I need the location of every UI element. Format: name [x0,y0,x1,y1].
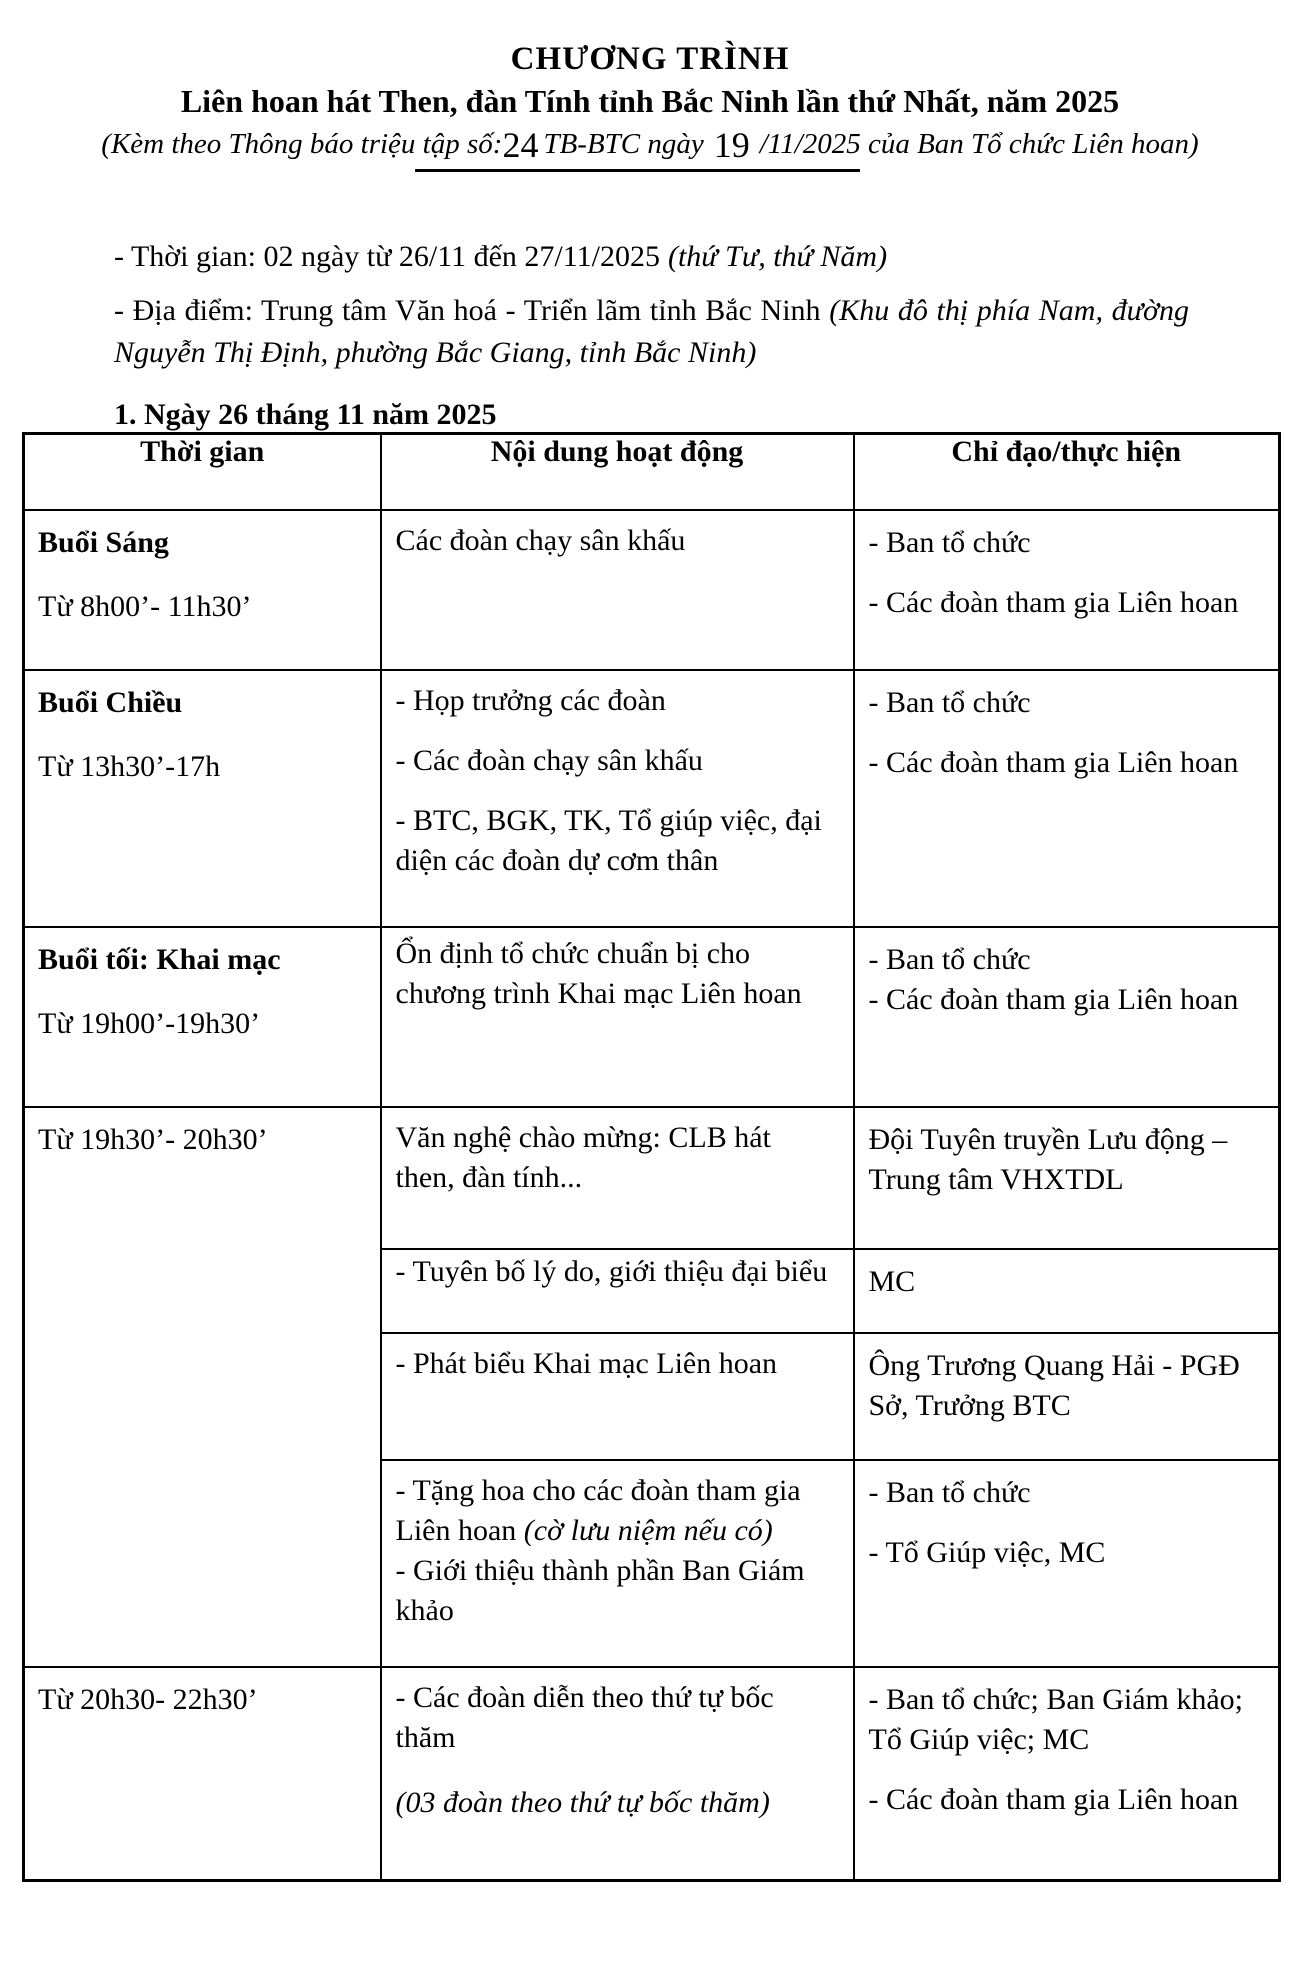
section-heading: 1. Ngày 26 tháng 11 năm 2025 [114,398,497,431]
note-number-1: 24 [502,125,539,165]
document-header [0,0,1300,166]
info-time-days: (thứ Tư, thứ Năm) [667,240,888,273]
note-suffix: /11/2025 của Ban Tổ chức Liên hoan) [759,128,1199,160]
schedule-table [22,432,1281,1882]
draw-order-note: (03 đoàn theo thứ tự bốc thăm) [395,1786,770,1819]
time-cell: Từ 20h30- 22h30’ [24,1667,381,1880]
time-cell: Buổi Sáng Từ 8h00’- 11h30’ [24,510,381,670]
content-cell: - Các đoàn diễn theo thứ tự bốc thăm (03 đoàn theo thứ tự bốc thăm) [381,1667,854,1880]
row-1930-sub1 [24,1107,1280,1249]
table-header-row [24,434,1280,511]
lead-cell: - Ban tổ chức - Tổ Giúp việc, MC [854,1460,1280,1667]
flag-note-italic: (cờ lưu niệm nếu có) [523,1514,773,1547]
note-number-2: 19 [713,125,750,165]
row-performances [24,1667,1280,1880]
doc-subtitle: Liên hoan hát Then, đàn Tính tỉnh Bắc Ninh lần thứ Nhất, năm 2025 [180,83,1120,119]
lead-cell: Đội Tuyên truyền Lưu động – Trung tâm VHXTDL [854,1107,1280,1249]
content-cell: Ổn định tổ chức chuẩn bị cho chương trình Khai mạc Liên hoan [381,927,854,1107]
col-header-lead: Chỉ đạo/thực hiện [854,434,1280,511]
note-fill-in-underline [415,169,860,172]
time-cell-merged: Từ 19h30’- 20h30’ [24,1107,381,1667]
lead-cell: Ông Trương Quang Hải - PGĐ Sở, Trưởng BTC [854,1333,1280,1460]
content-cell: - Họp trưởng các đoàn - Các đoàn chạy sân khấu - BTC, BGK, TK, Tổ giúp việc, đại diện các đoàn dự cơm thân [381,670,854,927]
doc-title: CHƯƠNG TRÌNH [510,41,790,77]
lead-cell: - Ban tổ chức; Ban Giám khảo; Tổ Giúp việc; MC - Các đoàn tham gia Liên hoan [854,1667,1280,1880]
col-header-time: Thời gian [24,434,381,511]
col-header-content: Nội dung hoạt động [381,434,854,511]
lead-cell: - Ban tổ chức - Các đoàn tham gia Liên hoan [854,670,1280,927]
doc-note [0,122,1300,166]
note-mid: TB-BTC ngày [543,128,704,160]
lead-cell: MC [854,1249,1280,1333]
content-cell: - Phát biểu Khai mạc Liên hoan [381,1333,854,1460]
content-cell: - Tặng hoa cho các đoàn tham gia Liên hoan (cờ lưu niệm nếu có) - Giới thiệu thành phần Ban Giám khảo [381,1460,854,1667]
content-cell: Các đoàn chạy sân khấu [381,510,854,670]
row-morning [24,510,1280,670]
lead-cell: - Ban tổ chức - Các đoàn tham gia Liên hoan [854,510,1280,670]
info-venue-line: - Địa điểm: Trung tâm Văn hoá - Triển lãm tỉnh Bắc Ninh (Khu đô thị phía Nam, đường Nguyễn Thị Định, phường Bắc Giang, tỉnh Bắc Ninh) [114,294,1189,369]
row-afternoon [24,670,1280,927]
row-evening-opening [24,927,1280,1107]
note-prefix: (Kèm theo Thông báo triệu tập số: [101,128,503,160]
content-cell: - Tuyên bố lý do, giới thiệu đại biểu [381,1249,854,1333]
info-block [114,236,1189,374]
time-cell: Buổi tối: Khai mạc Từ 19h00’-19h30’ [24,927,381,1107]
time-cell: Buổi Chiều Từ 13h30’-17h [24,670,381,927]
content-cell: Văn nghệ chào mừng: CLB hát then, đàn tính... [381,1107,854,1249]
lead-cell: - Ban tổ chức - Các đoàn tham gia Liên hoan [854,927,1280,1107]
info-time-line: - Thời gian: 02 ngày từ 26/11 đến 27/11/2025 (thứ Tư, thứ Năm) [114,240,888,273]
info-venue-address: (Khu đô thị phía Nam, đường Nguyễn Thị Định, phường Bắc Giang, tỉnh Bắc Ninh) [114,294,1189,369]
